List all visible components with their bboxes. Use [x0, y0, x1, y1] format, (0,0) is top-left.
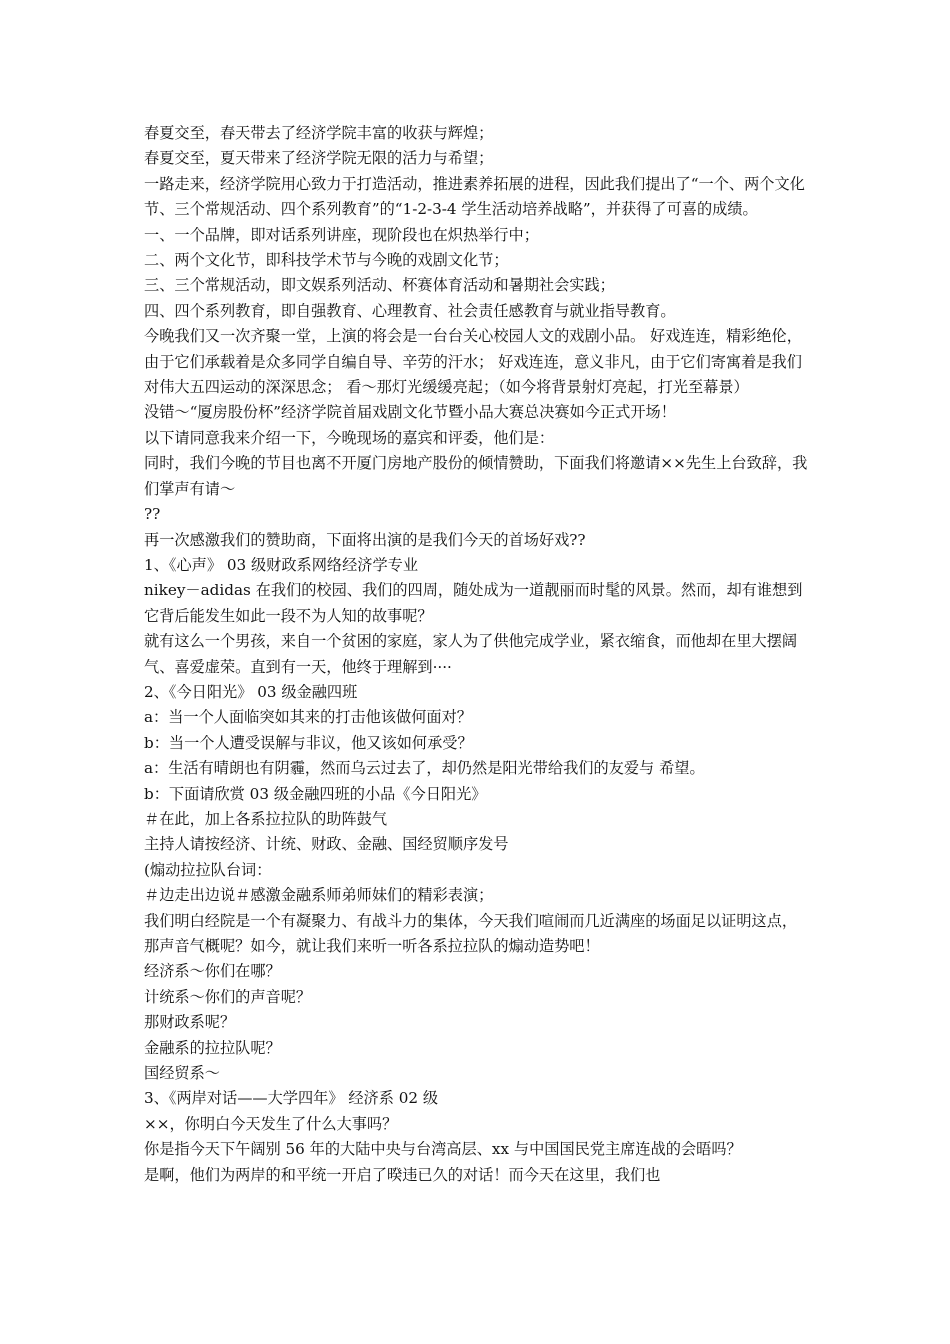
paragraph-29: 那财政系呢？ [144, 1013, 236, 1032]
paragraph-35: 是啊，他们为两岸的和平统一开启了暌违已久的对话！而今天在这里，我们也 [144, 1165, 661, 1184]
paragraph-7: 四、四个系列教育，即自强教育、心理教育、社会责任感教育与就业指导教育。 [144, 301, 676, 320]
paragraph-24: (煽动拉拉队台词： [144, 860, 272, 879]
paragraph-9: 没错～“厦房股份杯”经济学院首届戏剧文化节暨小品大赛总决赛如今正式开场！ [144, 403, 676, 422]
paragraph-13: 再一次感激我们的赞助商，下面将出演的是我们今天的首场好戏?? [144, 530, 586, 549]
paragraph-6: 三、三个常规活动，即文娱系列活动、杯赛体育活动和暑期社会实践； [144, 276, 615, 295]
paragraph-11: 同时，我们今晚的节目也离不开厦门房地产股份的倾情赞助，下面我们将邀请××先生上台致辞，我们掌声有请～ [144, 454, 808, 498]
paragraph-19: b：当一个人遭受误解与非议，他又该如何承受？ [144, 733, 473, 752]
paragraph-20: a：生活有晴朗也有阴霾，然而乌云过去了，却仍然是阳光带给我们的友爱与 希望。 [144, 759, 705, 778]
paragraph-34: 你是指今天下午阔别 56 年的大陆中央与台湾高层、xx 与中国国民党主席连战的会晤吗？ [144, 1140, 742, 1159]
paragraph-17: 2、《今日阳光》 03 级金融四班 [144, 682, 358, 701]
paragraph-5: 二、两个文化节，即科技学术节与今晚的戏剧文化节； [144, 251, 509, 270]
paragraph-14: 1、《心声》 03 级财政系网络经济学专业 [144, 555, 419, 574]
paragraph-25: ＃边走出边说＃感激金融系师弟师妹们的精彩表演； [144, 886, 494, 905]
paragraph-10: 以下请同意我来介绍一下，今晚现场的嘉宾和评委，他们是： [144, 428, 555, 447]
document-body [144, 121, 812, 1188]
paragraph-32: 3、《两岸对话——大学四年》 经济系 02 级 [144, 1089, 439, 1108]
paragraph-16: 就有这么一个男孩，来自一个贫困的家庭，家人为了供他完成学业，紧衣缩食，而他却在里大摆阔气、喜爱虚荣。直到有一天，他终于理解到···· [144, 632, 798, 676]
paragraph-27: 经济系～你们在哪？ [144, 962, 281, 981]
paragraph-31: 国经贸系～ [144, 1064, 220, 1083]
paragraph-33: ××，你明白今天发生了什么大事吗？ [144, 1114, 398, 1133]
paragraph-21: b：下面请欣赏 03 级金融四班的小品《今日阳光》 [144, 784, 487, 803]
paragraph-26: 我们明白经院是一个有凝聚力、有战斗力的集体，今天我们喧闹而几近满座的场面足以证明这点，那声音气概呢？如今，就让我们来听一听各系拉拉队的煽动造势吧！ [144, 911, 798, 955]
paragraph-4: 一、一个品牌，即对话系列讲座，现阶段也在炽热举行中； [144, 225, 539, 244]
paragraph-22: ＃在此，加上各系拉拉队的助阵鼓气 [144, 809, 387, 828]
paragraph-8: 今晚我们又一次齐聚一堂，上演的将会是一台台关心校园人文的戏剧小品。 好戏连连，精彩绝伦，由于它们承载着是众多同学自编自导、辛劳的汗水； 好戏连连，意义非凡，由于它们寄寓着是我们对伟大五四运动的深深思念； 看～那灯光缓缓亮起；（如今将背景射灯亮起，打光至幕景） [144, 327, 802, 397]
paragraph-1: 春夏交至，春天带去了经济学院丰富的收获与辉煌； [144, 124, 494, 142]
paragraph-18: a：当一个人面临突如其来的打击他该做何面对？ [144, 708, 472, 727]
paragraph-12: ?? [144, 505, 161, 524]
paragraph-2: 春夏交至，夏天带来了经济学院无限的活力与希望； [144, 149, 494, 168]
paragraph-28: 计统系～你们的声音呢？ [144, 987, 312, 1006]
paragraph-15: nikey－adidas 在我们的校园、我们的四周，随处成为一道靓丽而时髦的风景。然而，却有谁想到它背后能发生如此一段不为人知的故事呢？ [144, 581, 803, 625]
paragraph-30: 金融系的拉拉队呢？ [144, 1038, 281, 1057]
paragraph-3: 一路走来，经济学院用心致力于打造活动，推进素养拓展的进程，因此我们提出了“一个、两个文化节、三个常规活动、四个系列教育”的“1-2-3-4 学生活动培养战略”，并获得了可喜的成绩。 [144, 174, 805, 219]
paragraph-23: 主持人请按经济、计统、财政、金融、国经贸顺序发号 [144, 835, 509, 854]
